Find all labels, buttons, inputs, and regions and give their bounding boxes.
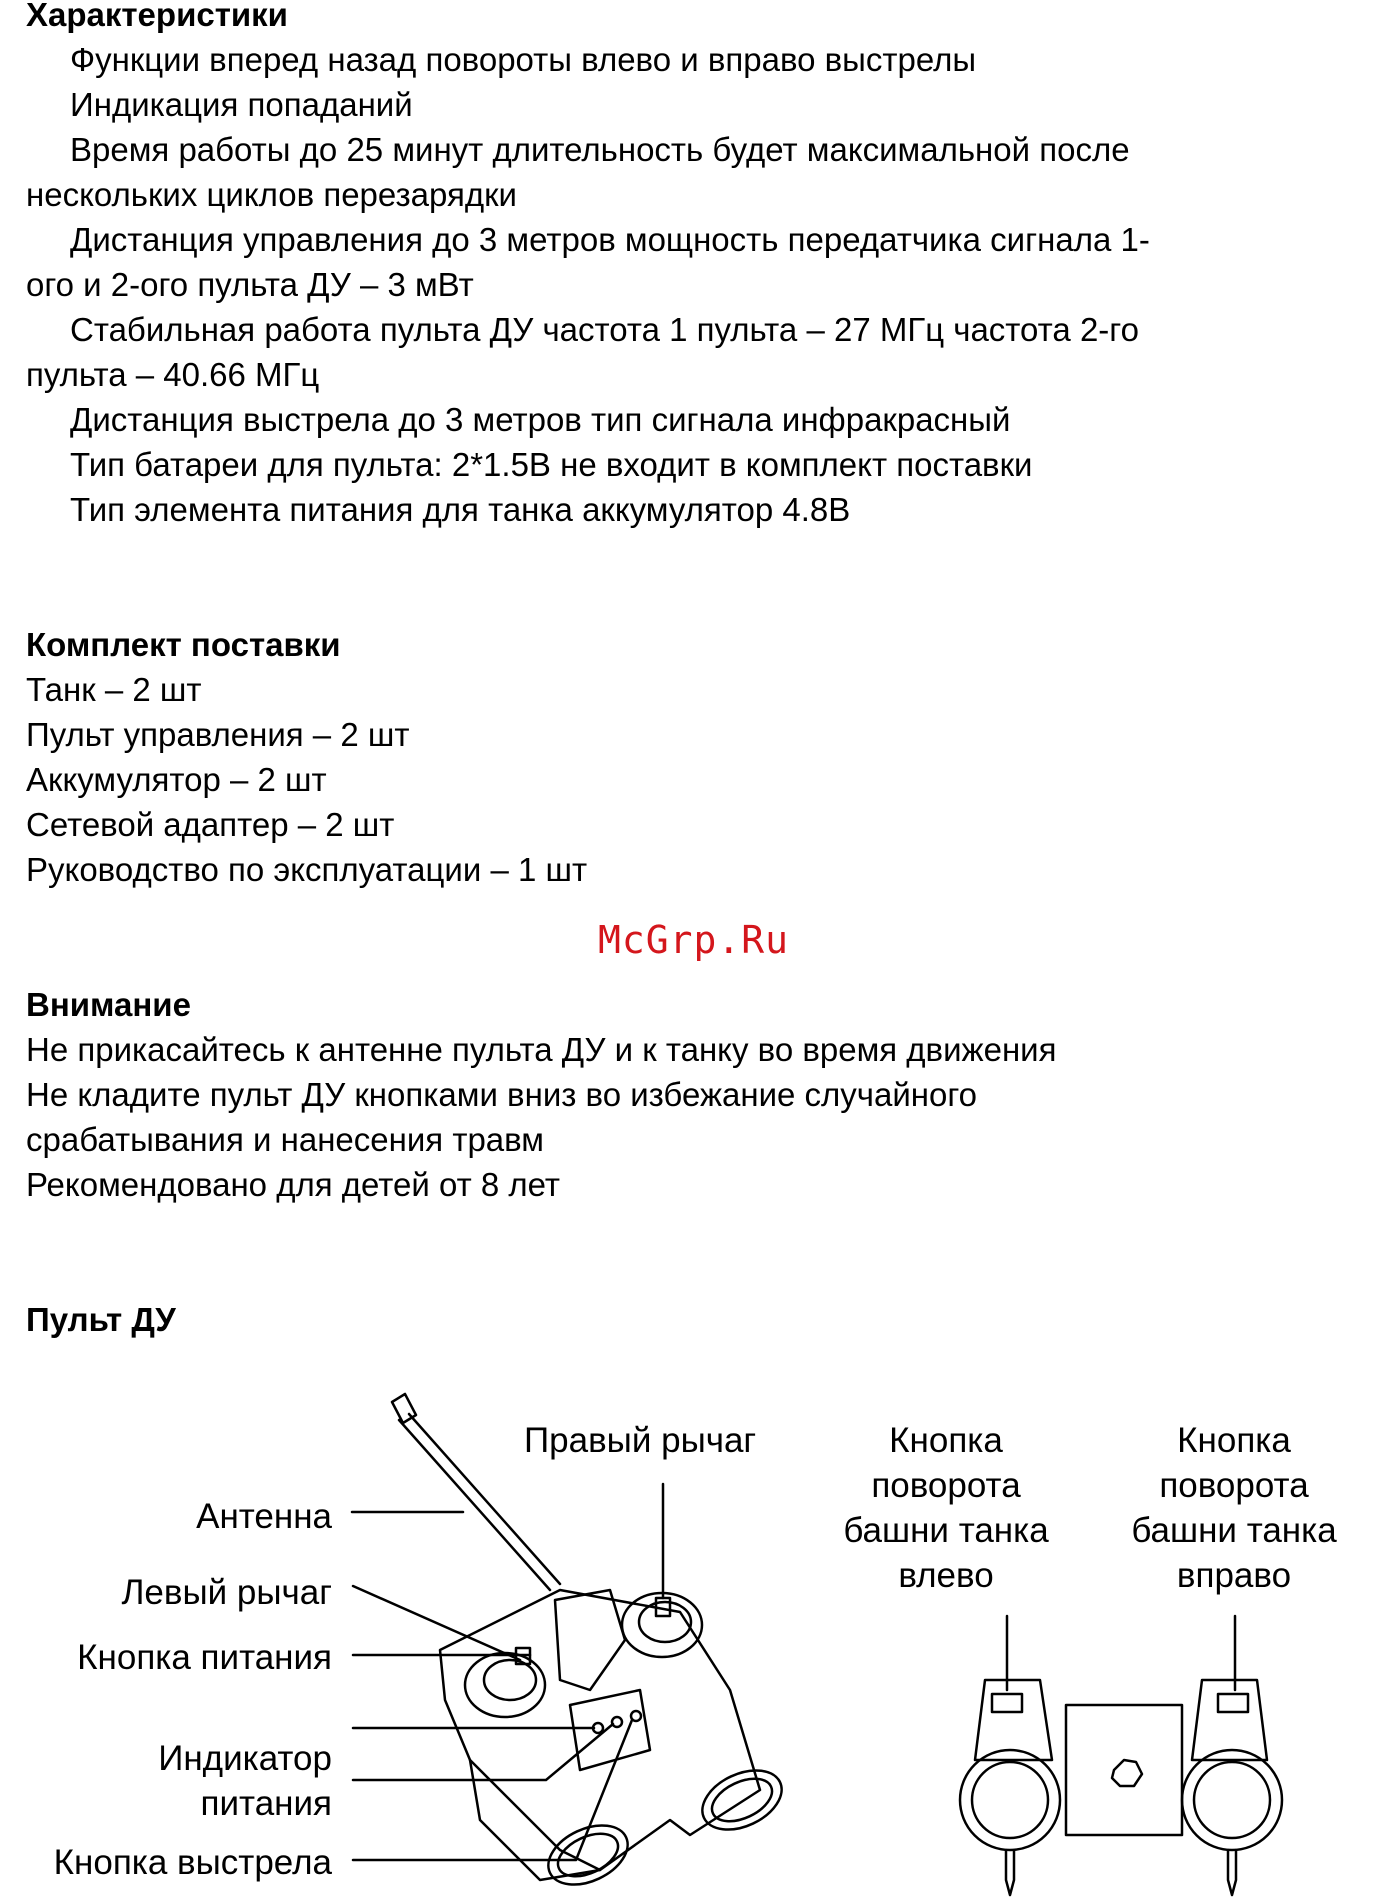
remote-front-view xyxy=(960,1680,1282,1895)
remote-section xyxy=(26,1297,176,1342)
antenna-rod xyxy=(399,1414,560,1590)
spec-line: Тип батареи для пульта: 2*1.5В не входит в комплект поставки xyxy=(70,446,1033,483)
warning-line: Не кладите пульт ДУ кнопками вниз во избежание случайного xyxy=(26,1076,978,1113)
left-grip-front xyxy=(1006,1850,1014,1895)
spec-line: пульта – 40.66 МГц xyxy=(26,356,320,393)
label-fire-button: Кнопка выстрела xyxy=(53,1843,332,1882)
label-antenna: Антенна xyxy=(196,1497,332,1536)
label-left-lever: Левый рычаг xyxy=(121,1573,332,1612)
label-turret-left: Кнопка поворота башни танка влево xyxy=(843,1421,1049,1595)
label-right-lever: Правый рычаг xyxy=(524,1421,757,1460)
watermark: McGrp.Ru xyxy=(598,918,790,962)
package-item: Сетевой адаптер – 2 шт xyxy=(26,806,395,843)
left-lever-base xyxy=(465,1653,545,1717)
spec-line: Дистанция выстрела до 3 метров тип сигнала инфракрасный xyxy=(70,401,1011,438)
warning-line: Не прикасайтесь к антенне пульта ДУ и к танку во время движения xyxy=(26,1031,1057,1068)
left-knob xyxy=(960,1750,1060,1850)
specs-heading: Характеристики xyxy=(26,0,288,33)
center-nut xyxy=(1112,1760,1142,1786)
label-power-indicator: питания xyxy=(200,1784,332,1823)
right-grip xyxy=(693,1759,791,1842)
turret-right-button-housing xyxy=(1192,1680,1267,1760)
battery-cover xyxy=(555,1590,625,1690)
right-knob xyxy=(1182,1750,1282,1850)
package-item: Аккумулятор – 2 шт xyxy=(26,761,327,798)
package-section xyxy=(26,622,587,892)
label-turret-right: Кнопка поворота башни танка вправо xyxy=(1131,1421,1337,1595)
turret-right-button xyxy=(1218,1694,1248,1712)
warning-heading: Внимание xyxy=(26,986,191,1023)
spec-line: Тип элемента питания для танка аккумулятор 4.8В xyxy=(70,491,851,528)
package-heading: Комплект поставки xyxy=(26,626,341,663)
spec-line: нескольких циклов перезарядки xyxy=(26,176,517,213)
spec-line: Дистанция управления до 3 метров мощность передатчика сигнала 1- xyxy=(70,221,1150,258)
remote-heading: Пульт ДУ xyxy=(26,1301,176,1338)
spec-line: Время работы до 25 минут длительность будет максимальной после xyxy=(70,131,1130,168)
turret-left-button xyxy=(992,1694,1022,1712)
right-grip-front xyxy=(1228,1850,1236,1895)
warning-line: срабатывания и нанесения травм xyxy=(26,1121,544,1158)
turret-left-button-housing xyxy=(975,1680,1052,1760)
warning-line: Рекомендовано для детей от 8 лет xyxy=(26,1166,561,1203)
label-power-button: Кнопка питания xyxy=(77,1638,332,1677)
package-item: Руководство по эксплуатации – 1 шт xyxy=(26,851,588,888)
front-center-panel xyxy=(1066,1705,1182,1835)
warning-section xyxy=(26,982,1056,1207)
spec-line: Функции вперед назад повороты влево и вправо выстрелы xyxy=(70,41,977,78)
spec-line: Индикация попаданий xyxy=(70,86,413,123)
package-item: Пульт управления – 2 шт xyxy=(26,716,410,753)
spec-line: Стабильная работа пульта ДУ частота 1 пульта – 27 МГц частота 2-го xyxy=(70,311,1139,348)
remote-diagram xyxy=(0,1380,1394,1903)
label-power-indicator: Индикатор xyxy=(158,1739,332,1778)
indicator-panel xyxy=(570,1690,650,1770)
package-item: Танк – 2 шт xyxy=(26,671,202,708)
leader-lines xyxy=(352,1484,1235,1860)
spec-line: ого и 2-ого пульта ДУ – 3 мВт xyxy=(26,266,474,303)
specs-section xyxy=(26,0,1150,532)
